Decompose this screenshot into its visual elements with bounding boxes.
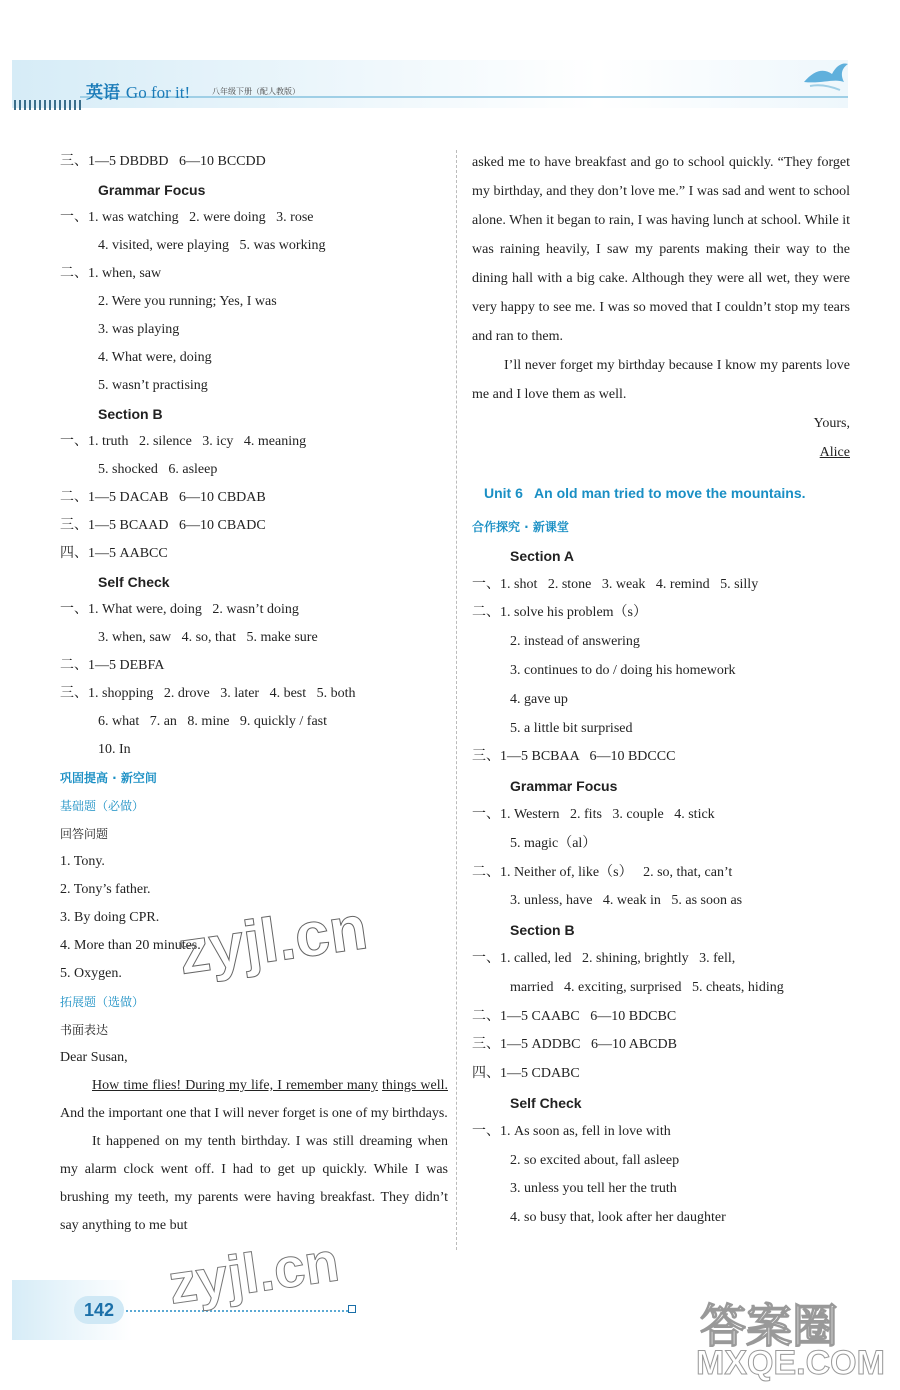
left-answer-line: Self Check: [98, 574, 170, 590]
left-answer-line: 回答问题: [60, 827, 109, 841]
left-answer-line: Section B: [98, 406, 163, 422]
book-subtitle: 八年级下册（配人教版）: [212, 87, 300, 96]
right-answer-line: Self Check: [510, 1094, 582, 1111]
left-answer-line: 基础题（必做）: [60, 799, 145, 813]
footer-square-icon: [348, 1305, 356, 1313]
right-answer-line: 3. unless you tell her the truth: [510, 1181, 677, 1197]
letter-closing: Yours,: [813, 416, 850, 431]
page-number: 142: [74, 1296, 124, 1324]
right-answer-line: 一、1. called, led 2. shining, brightly 3. fell,: [472, 950, 736, 966]
right-answer-line: Section A: [510, 547, 575, 564]
right-answer-line: 三、1—5 ADDBC 6—10 ABCDB: [472, 1037, 677, 1053]
right-answer-line: 一、1. shot 2. stone 3. weak 4. remind 5. silly: [472, 576, 759, 592]
left-column: [60, 148, 448, 1240]
right-column: [472, 148, 850, 1233]
right-answer-line: Grammar Focus: [510, 778, 618, 795]
letter-left: [60, 1072, 448, 1240]
right-answer-line: 2. instead of answering: [510, 634, 640, 650]
left-answer-line: 三、1—5 BCAAD 6—10 CBADC: [60, 518, 266, 533]
left-answer-line: 巩固提高 · 新空间: [60, 771, 157, 785]
left-answer-line: 三、1—5 DBDBD 6—10 BCCDD: [60, 154, 266, 169]
left-answer-line: 3. when, saw 4. so, that 5. make sure: [98, 630, 318, 645]
left-answer-line: 4. visited, were playing 5. was working: [98, 238, 326, 253]
left-answer-line: 二、1—5 DEBFA: [60, 658, 165, 673]
right-answer-line: 4. so busy that, look after her daughter: [510, 1210, 726, 1226]
left-answer-line: 4. What were, doing: [98, 350, 212, 365]
left-answer-line: 一、1. truth 2. silence 3. icy 4. meaning: [60, 434, 307, 449]
left-answer-line: 拓展题（选做）: [60, 995, 145, 1009]
right-answer-line: 4. gave up: [510, 691, 568, 707]
unit-heading: Unit 6 An old man tried to move the mountains.: [484, 485, 806, 501]
right-answer-line: 一、1. As soon as, fell in love with: [472, 1123, 671, 1139]
left-answer-line: 二、1. when, saw: [60, 266, 162, 281]
right-answer-line: 二、1. solve his problem（s）: [472, 605, 647, 621]
right-answer-line: 2. so excited about, fall asleep: [510, 1152, 680, 1168]
left-answer-line: 3. was playing: [98, 322, 180, 337]
right-answer-line: married 4. exciting, surprised 5. cheats, hiding: [510, 979, 784, 995]
letter-paragraph-2-continued: asked me to have breakfast and go to school quickly. “They forget my birthday, and they don’t love me.” I was sad and went to school alone. When it began to rain, I was having lunch at school. While it was raining heavily, I saw my parents making their way to the dining hall with a big cake. Although they were all wet, they were very happy to see me. I was so moved that I couldn’t stop my tears and ran to them.: [472, 155, 850, 344]
watermark-zyjl: zyjl.cn: [174, 893, 372, 988]
right-answer-line: Section B: [510, 922, 575, 939]
right-answer-line: 二、1—5 CAABC 6—10 BDCBC: [472, 1008, 677, 1024]
left-answer-line: 二、1—5 DACAB 6—10 CBDAB: [60, 490, 266, 505]
left-answer-line: 2. Tony’s father.: [60, 882, 151, 897]
right-answer-line: 3. unless, have 4. weak in 5. as soon as: [510, 893, 743, 909]
book-title: 英语 Go for it!: [86, 83, 191, 103]
left-answer-line: 5. Oxygen.: [60, 966, 122, 981]
right-answer-line: 三、1—5 BCBAA 6—10 BDCCC: [472, 749, 676, 765]
header-ticks: [14, 100, 84, 110]
left-answer-line: 5. wasn’t practising: [98, 378, 208, 393]
left-answer-line: 2. Were you running; Yes, I was: [98, 294, 277, 309]
right-answer-line: 二、1. Neither of, like（s） 2. so, that, can’t: [472, 864, 733, 880]
left-answer-line: 一、1. What were, doing 2. wasn’t doing: [60, 602, 299, 617]
left-answer-line: 三、1. shopping 2. drove 3. later 4. best 5. both: [60, 686, 356, 701]
footer-dotted-rule: [126, 1310, 348, 1314]
left-answer-line: Grammar Focus: [98, 182, 206, 198]
left-answer-line: 5. shocked 6. asleep: [98, 462, 218, 477]
left-answer-line: 10. In: [98, 742, 131, 757]
header-rule: [80, 96, 848, 98]
left-answer-line: 4. More than 20 minutes.: [60, 938, 201, 953]
left-answer-line: Dear Susan,: [60, 1050, 128, 1065]
watermark-zyjl-bottom: zyjl.cn: [164, 1229, 343, 1316]
bird-logo-icon: [800, 60, 850, 94]
left-answer-line: 书面表达: [60, 1023, 109, 1037]
letter-paragraph-2: It happened on my tenth birthday. I was still dreaming when my alarm clock went off. I had to get up quickly. While I was brushing my teeth, my parents were having breakfast. They didn’t say anything to me but: [60, 1134, 448, 1233]
letter-paragraph-1: How time flies! During my life, I remember many things well. And the important one that I will never forget is one of my birthdays.: [60, 1078, 448, 1121]
left-answer-line: 3. By doing CPR.: [60, 910, 160, 925]
watermark-mxqe: MXQE.COM: [696, 1344, 885, 1382]
column-divider: [456, 150, 458, 1250]
letter-signature: Alice: [819, 445, 850, 460]
right-answer-line: 5. magic（al）: [510, 835, 597, 851]
letter-paragraph-3: I’ll never forget my birthday because I know my parents love me and I love them as well.: [472, 358, 850, 402]
right-answer-line: 3. continues to do / doing his homework: [510, 662, 736, 678]
right-answer-line: 四、1—5 CDABC: [472, 1066, 580, 1082]
right-answer-line: 合作探究 · 新课堂: [472, 520, 569, 534]
right-answer-line: 一、1. Western 2. fits 3. couple 4. stick: [472, 806, 715, 822]
left-answer-line: 四、1—5 AABCC: [60, 546, 168, 561]
right-answer-line: 5. a little bit surprised: [510, 720, 633, 736]
left-answer-line: 一、1. was watching 2. were doing 3. rose: [60, 210, 314, 225]
left-answer-line: 6. what 7. an 8. mine 9. quickly / fast: [98, 714, 328, 729]
left-answer-line: 1. Tony.: [60, 854, 105, 869]
watermark-cn: 答案圈: [700, 1299, 838, 1353]
